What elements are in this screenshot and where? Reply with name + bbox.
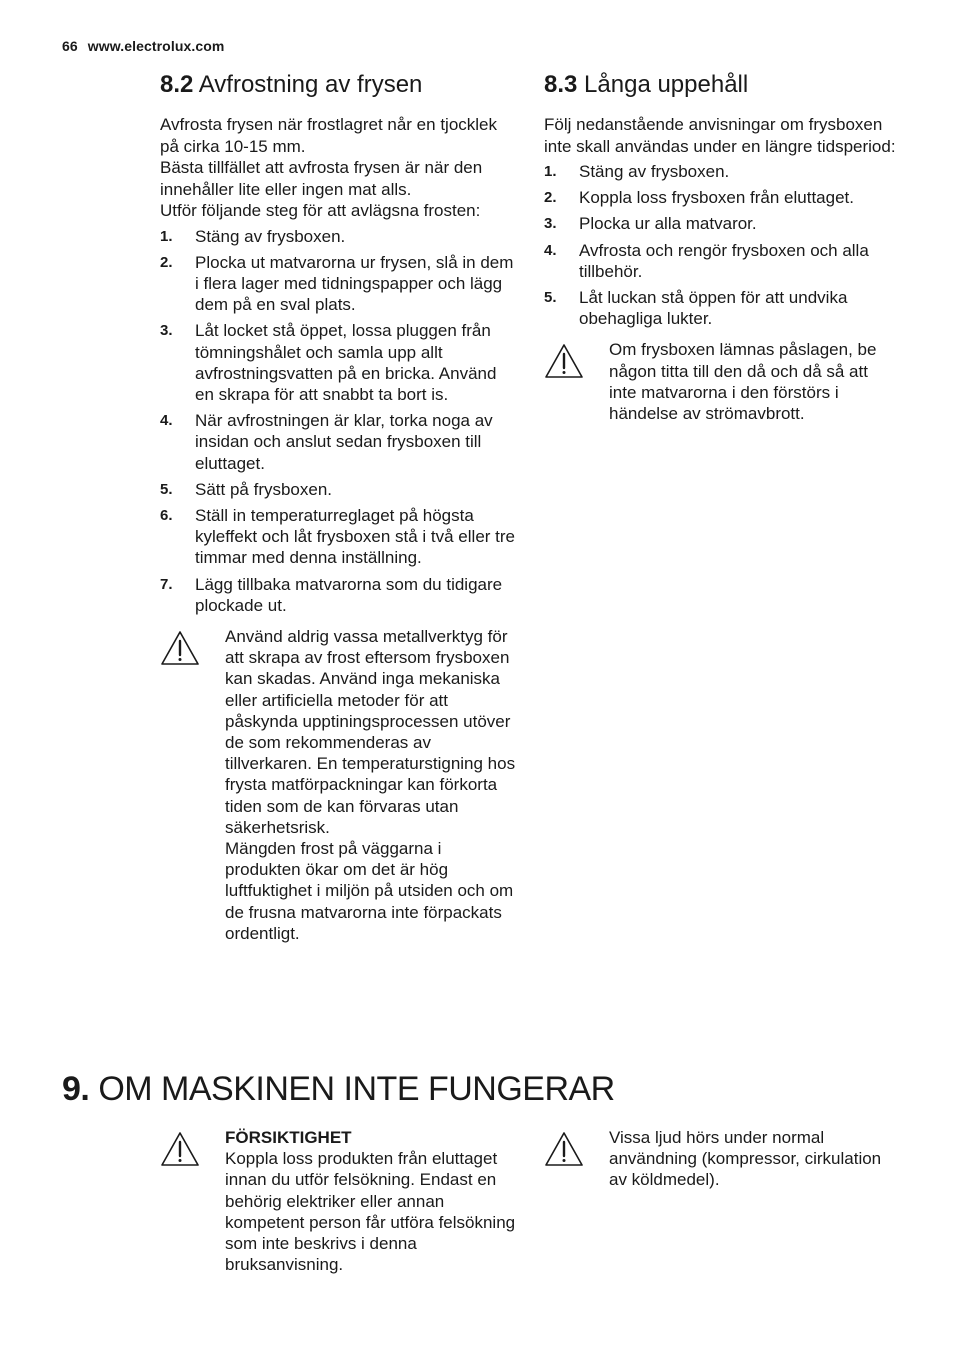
section-number: 8.2 xyxy=(160,71,194,98)
list-item xyxy=(544,240,900,282)
step-number: 1. xyxy=(544,163,557,180)
step-text: Koppla loss frysboxen från eluttaget. xyxy=(579,188,854,208)
list-item xyxy=(160,479,516,500)
chapter-title: OM MASKINEN INTE FUNGERAR xyxy=(98,1070,615,1108)
step-text: Plocka ur alla matvaror. xyxy=(579,214,757,234)
caution-heading: FÖRSIKTIGHET xyxy=(225,1128,352,1147)
note-text: Vissa ljud hörs under normal användning (kompressor, cirkulation av köldmedel). xyxy=(609,1128,882,1190)
step-number: 2. xyxy=(160,253,173,271)
step-text: Stäng av frysboxen. xyxy=(579,162,730,181)
section-8-2 xyxy=(160,70,516,944)
long-pause-warning xyxy=(544,339,900,424)
noise-note xyxy=(544,1127,900,1191)
warning-text: Mängden frost på väggarna i produkten ökar om det är hög luftfuktighet i miljön på utsiden och om de frusna matvarorna inte förpackats ordentligt. xyxy=(225,838,514,943)
step-number: 5. xyxy=(160,480,173,498)
step-number: 3. xyxy=(160,322,173,340)
site-url: www.electrolux.com xyxy=(87,38,225,54)
note-block xyxy=(544,1127,900,1191)
step-text: Låt locket stå öppet, lossa pluggen från tömningshålet och samla upp allt avfrostningsvatten på en bricka. Använd en skrapa för att snabbt ta bort is. xyxy=(195,321,497,404)
step-text: Lägg tillbaka matvarorna som du tidigare plockade ut. xyxy=(195,574,503,615)
intro-line: Avfrosta frysen när frostlagret når en tjocklek på cirka 10-15 mm. xyxy=(160,115,498,156)
step-text: Ställ in temperaturreglaget på högsta kyleffekt och låt frysboxen stå i två eller tre timmar med denna inställning. xyxy=(195,505,515,568)
step-number: 1. xyxy=(160,227,173,245)
caution-text: Koppla loss produkten från eluttaget innan du utför felsökning. Endast en behörig elektriker eller annan kompetent person får utföra felsökning som inte beskrivs i denna bruksanvisning. xyxy=(225,1149,516,1275)
defrost-warning xyxy=(160,626,516,944)
page-number: 66 xyxy=(62,38,78,54)
list-item xyxy=(160,574,516,616)
intro-paragraph xyxy=(160,114,516,222)
list-item xyxy=(160,252,516,316)
list-item xyxy=(544,213,900,234)
caution-block xyxy=(160,1127,520,1275)
list-item xyxy=(544,187,900,208)
section-number: 8.3 xyxy=(544,71,578,98)
defrost-steps-list xyxy=(160,226,516,616)
chapter-9-heading xyxy=(62,1066,615,1112)
step-text: Avfrosta och rengör frysboxen och alla tillbehör. xyxy=(579,240,869,281)
warning-triangle-icon xyxy=(160,1131,200,1167)
list-item xyxy=(160,226,516,247)
warning-text: Om frysboxen lämnas påslagen, be någon titta till den då och då så att inte matvarorna i den förstörs i händelse av strömavbrott. xyxy=(609,340,877,424)
step-number: 4. xyxy=(544,241,557,259)
section-8-3-heading xyxy=(544,70,900,100)
section-8-2-heading xyxy=(160,70,516,100)
step-number: 7. xyxy=(160,575,173,593)
step-number: 6. xyxy=(160,506,173,524)
step-text: Plocka ut matvarorna ur frysen, slå in dem i flera lager med tidningspapper och lägg dem på en sval plats. xyxy=(195,252,514,315)
intro-line: Utför följande steg för att avlägsna frosten: xyxy=(160,201,481,220)
step-text: Låt luckan stå öppen för att undvika obehagliga lukter. xyxy=(579,288,848,329)
list-item xyxy=(544,161,900,182)
warning-triangle-icon xyxy=(160,630,200,666)
warning-triangle-icon xyxy=(544,343,584,379)
step-number: 2. xyxy=(544,189,557,207)
section-title: Avfrostning av frysen xyxy=(198,71,423,98)
step-number: 3. xyxy=(544,215,557,233)
step-number: 4. xyxy=(160,412,173,430)
chapter-number: 9. xyxy=(62,1070,90,1108)
warning-text: Använd aldrig vassa metallverktyg för att skrapa av frost eftersom frysboxen kan skadas. Använd inga mekaniska eller artificiella metoder för att påskynda upptiningsprocessen utöver de som rekommenderas av tillverkaren. En temperaturstigning hos frysta matförpackningar kan förkorta tiden som de kan förvaras utan säkerhetsrisk. xyxy=(225,626,516,837)
section-title: Långa uppehåll xyxy=(584,71,749,98)
intro-line: Bästa tillfället att avfrosta frysen är när den innehåller lite eller ingen mat alls. xyxy=(160,158,483,199)
intro-paragraph: Följ nedanstående anvisningar om frysboxen inte skall användas under en längre tidsperiod: xyxy=(544,115,896,156)
warning-triangle-icon xyxy=(544,1131,584,1167)
section-8-3 xyxy=(544,70,900,424)
caution-warning xyxy=(160,1127,520,1275)
list-item xyxy=(160,505,516,569)
step-text: När avfrostningen är klar, torka noga av insidan och anslut sedan frysboxen till eluttaget. xyxy=(195,411,493,473)
list-item xyxy=(160,320,516,405)
step-number: 5. xyxy=(544,289,557,307)
page-header xyxy=(62,38,224,54)
step-text: Sätt på frysboxen. xyxy=(195,479,333,499)
long-pause-steps-list xyxy=(544,161,900,329)
list-item xyxy=(544,287,900,329)
list-item xyxy=(160,410,516,474)
step-text: Stäng av frysboxen. xyxy=(195,226,346,246)
